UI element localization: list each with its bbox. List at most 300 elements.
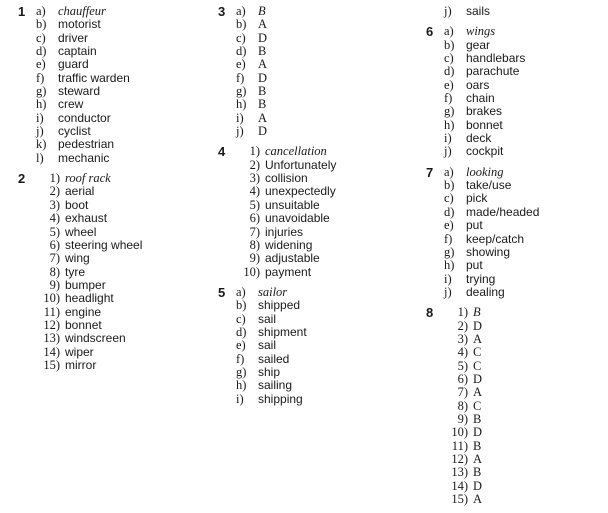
item-answer: trying xyxy=(466,271,496,286)
answer-item xyxy=(40,199,208,212)
answer-item xyxy=(448,466,606,479)
item-label: a) xyxy=(444,24,454,39)
answer-item xyxy=(240,266,418,279)
answer-item xyxy=(444,246,606,259)
item-answer: motorist xyxy=(58,17,101,32)
item-label: a) xyxy=(444,164,454,179)
answer-item xyxy=(236,339,418,352)
answer-item xyxy=(36,45,208,58)
column-2 xyxy=(218,5,418,413)
item-answer: D xyxy=(258,124,268,139)
item-label: c) xyxy=(444,51,454,66)
answer-item xyxy=(236,72,418,85)
item-answer: cancellation xyxy=(265,144,327,159)
exercise-number: 4 xyxy=(218,144,226,160)
item-label: e) xyxy=(236,338,246,353)
item-label: 1) xyxy=(457,305,468,320)
item-answer: showing xyxy=(466,244,511,259)
item-answer: roof rack xyxy=(65,171,111,186)
item-answer: sailor xyxy=(258,284,288,299)
item-answer: sails xyxy=(466,4,491,18)
item-label: 6) xyxy=(49,237,60,252)
item-answer: C xyxy=(473,398,482,413)
item-answer: captain xyxy=(58,44,97,59)
item-label: 12) xyxy=(43,317,60,332)
answer-item xyxy=(40,279,208,292)
item-answer: gear xyxy=(466,37,491,52)
item-answer: D xyxy=(258,70,268,85)
item-label: 9) xyxy=(249,251,260,266)
item-label: 1) xyxy=(249,144,260,159)
item-label: 6) xyxy=(249,211,260,226)
section-3 xyxy=(218,5,418,138)
item-label: b) xyxy=(444,37,455,52)
item-label: c) xyxy=(236,311,246,326)
item-answer: unsuitable xyxy=(265,197,320,212)
item-label: 3) xyxy=(49,197,60,212)
item-label: 2) xyxy=(49,184,60,199)
answer-item xyxy=(240,212,418,225)
item-answer: wheel xyxy=(65,224,97,239)
item-answer: bumper xyxy=(65,277,106,292)
answer-item xyxy=(40,359,208,372)
item-label: h) xyxy=(36,97,47,112)
item-label: j) xyxy=(236,124,244,139)
item-answer: pick xyxy=(466,191,488,206)
section-8 xyxy=(426,306,606,506)
answer-item xyxy=(444,25,606,38)
answer-item xyxy=(36,58,208,71)
item-answer: chauffeur xyxy=(58,4,106,18)
item-answer: sailing xyxy=(258,378,293,393)
item-label: 12) xyxy=(451,452,468,466)
answer-item xyxy=(40,252,208,265)
item-label: 8) xyxy=(249,237,260,252)
item-label: l) xyxy=(36,150,44,165)
item-answer: driver xyxy=(58,30,89,45)
item-answer: Unfortunately xyxy=(265,157,337,172)
answer-item xyxy=(236,353,418,366)
answer-item xyxy=(448,333,606,346)
item-label: i) xyxy=(236,110,244,125)
answer-item xyxy=(448,480,606,493)
item-answer: D xyxy=(473,478,483,493)
answer-item xyxy=(236,85,418,98)
column-1 xyxy=(18,5,208,379)
answer-item xyxy=(240,226,418,239)
item-answer: B xyxy=(258,84,267,99)
answer-item xyxy=(236,98,418,111)
item-answer: cyclist xyxy=(58,124,91,139)
answer-item xyxy=(40,332,208,345)
answer-item xyxy=(444,132,606,145)
item-label: h) xyxy=(444,117,455,132)
item-label: b) xyxy=(236,298,247,313)
item-label: 9) xyxy=(457,411,468,426)
answer-item xyxy=(444,206,606,219)
exercise-number: 8 xyxy=(426,305,434,321)
item-label: 10) xyxy=(451,425,468,440)
answer-item xyxy=(240,199,418,212)
item-label: f) xyxy=(36,70,45,85)
item-answer: sail xyxy=(258,311,277,326)
answer-item xyxy=(36,138,208,151)
item-label: f) xyxy=(444,91,453,106)
item-label: k) xyxy=(36,137,47,152)
answer-item xyxy=(236,18,418,31)
item-answer: wing xyxy=(65,251,90,266)
answer-list xyxy=(36,5,208,165)
item-label: 4) xyxy=(249,184,260,199)
answer-item xyxy=(444,233,606,246)
answer-item xyxy=(444,52,606,65)
item-label: d) xyxy=(444,204,455,219)
item-answer: handlebars xyxy=(466,51,526,66)
item-answer: tyre xyxy=(65,264,86,279)
item-label: e) xyxy=(444,77,454,92)
answer-item xyxy=(448,306,606,319)
answer-item xyxy=(444,192,606,205)
item-answer: sailed xyxy=(258,351,290,366)
item-answer: headlight xyxy=(65,291,114,306)
item-answer: pedestrian xyxy=(58,137,115,152)
item-label: d) xyxy=(236,44,247,59)
answer-item xyxy=(444,5,606,18)
item-answer: B xyxy=(473,411,482,426)
item-label: j) xyxy=(36,124,44,139)
answer-item xyxy=(444,92,606,105)
answer-item xyxy=(448,413,606,426)
item-answer: A xyxy=(473,492,483,507)
item-label: 5) xyxy=(457,358,468,373)
answer-item xyxy=(448,453,606,466)
item-label: 11) xyxy=(451,438,468,453)
exercise-number: 1 xyxy=(18,4,26,19)
item-answer: put xyxy=(466,218,483,233)
answer-item xyxy=(236,366,418,379)
exercise-number: 2 xyxy=(18,171,26,187)
answer-item xyxy=(444,273,606,286)
item-answer: mirror xyxy=(65,357,97,372)
item-answer: B xyxy=(473,305,481,320)
answer-item xyxy=(36,5,208,18)
answer-item xyxy=(236,125,418,138)
item-label: 13) xyxy=(451,465,468,480)
item-label: 4) xyxy=(49,211,60,226)
answer-item xyxy=(40,185,208,198)
item-answer: shipping xyxy=(258,391,303,406)
item-answer: cockpit xyxy=(466,144,504,159)
item-label: g) xyxy=(444,244,455,259)
item-answer: wiper xyxy=(65,344,94,359)
answer-item xyxy=(444,259,606,272)
item-answer: B xyxy=(473,465,482,480)
answer-item xyxy=(236,286,418,299)
item-answer: B xyxy=(258,44,267,59)
item-label: 7) xyxy=(49,251,60,266)
item-answer: deck xyxy=(466,131,492,146)
item-label: 4) xyxy=(457,345,468,360)
item-label: c) xyxy=(236,30,246,45)
answer-item xyxy=(36,152,208,165)
item-answer: A xyxy=(258,57,268,72)
section-5-continued xyxy=(426,5,606,18)
exercise-number: 6 xyxy=(426,24,434,40)
item-answer: B xyxy=(473,438,482,453)
answer-list xyxy=(448,306,606,506)
item-label: a) xyxy=(236,4,246,18)
item-answer: injuries xyxy=(265,224,304,239)
item-answer: put xyxy=(466,258,483,273)
answer-item xyxy=(240,185,418,198)
section-5 xyxy=(218,286,418,406)
item-label: 7) xyxy=(249,224,260,239)
answer-item xyxy=(236,326,418,339)
item-label: h) xyxy=(236,97,247,112)
item-label: 2) xyxy=(457,318,468,333)
answer-item xyxy=(240,145,418,158)
answer-item xyxy=(36,72,208,85)
item-label: d) xyxy=(444,64,455,79)
item-answer: parachute xyxy=(466,64,520,79)
answer-item xyxy=(240,159,418,172)
answer-item xyxy=(448,426,606,439)
item-answer: bonnet xyxy=(466,117,503,132)
column-3 xyxy=(426,5,606,513)
exercise-number: 3 xyxy=(218,4,226,19)
answer-item xyxy=(40,346,208,359)
answer-item xyxy=(444,145,606,158)
item-answer: B xyxy=(258,4,266,18)
item-label: 14) xyxy=(43,344,60,359)
item-label: f) xyxy=(444,231,453,246)
answer-item xyxy=(444,79,606,92)
item-label: 7) xyxy=(457,385,468,400)
answer-item xyxy=(40,212,208,225)
item-answer: bonnet xyxy=(65,317,102,332)
answer-item xyxy=(40,239,208,252)
item-answer: brakes xyxy=(466,104,503,119)
item-answer: C xyxy=(473,358,482,373)
answer-item xyxy=(448,386,606,399)
answer-item xyxy=(40,319,208,332)
answer-item xyxy=(444,166,606,179)
item-label: b) xyxy=(444,178,455,193)
item-answer: steward xyxy=(58,84,101,99)
item-answer: shipment xyxy=(258,324,307,339)
item-answer: unavoidable xyxy=(265,211,330,226)
item-label: f) xyxy=(236,70,245,85)
answer-list xyxy=(40,172,208,372)
item-answer: chain xyxy=(466,91,495,106)
item-answer: oars xyxy=(466,77,490,92)
answer-item xyxy=(448,360,606,373)
answer-item xyxy=(40,226,208,239)
item-answer: widening xyxy=(265,237,313,252)
answer-item xyxy=(448,346,606,359)
answer-item xyxy=(36,125,208,138)
answer-item xyxy=(444,219,606,232)
item-answer: A xyxy=(473,385,483,400)
item-answer: traffic warden xyxy=(58,70,130,85)
answer-item xyxy=(236,112,418,125)
answer-item xyxy=(36,18,208,31)
item-answer: A xyxy=(473,331,483,346)
answer-item xyxy=(444,286,606,299)
answer-list xyxy=(240,145,418,278)
item-label: c) xyxy=(444,191,454,206)
answer-item xyxy=(236,58,418,71)
answer-item xyxy=(36,112,208,125)
answer-item xyxy=(444,179,606,192)
item-answer: D xyxy=(258,30,268,45)
answer-item xyxy=(240,172,418,185)
item-answer: B xyxy=(258,97,267,112)
item-label: d) xyxy=(36,44,47,59)
item-answer: windscreen xyxy=(65,331,126,346)
section-6 xyxy=(426,25,606,158)
item-answer: looking xyxy=(466,164,504,179)
answer-item xyxy=(444,119,606,132)
item-answer: conductor xyxy=(58,110,111,125)
answer-item xyxy=(40,292,208,305)
item-label: 10) xyxy=(43,291,60,306)
answer-item xyxy=(36,85,208,98)
answer-item xyxy=(40,172,208,185)
item-label: e) xyxy=(444,218,454,233)
item-answer: exhaust xyxy=(65,211,108,226)
item-label: i) xyxy=(444,131,452,146)
answer-item xyxy=(240,239,418,252)
section-4 xyxy=(218,145,418,278)
item-label: 9) xyxy=(49,277,60,292)
item-answer: aerial xyxy=(65,184,95,199)
item-label: c) xyxy=(36,30,46,45)
answer-item xyxy=(236,393,418,406)
item-answer: adjustable xyxy=(265,251,320,266)
item-answer: payment xyxy=(265,264,312,279)
item-label: j) xyxy=(444,144,452,159)
item-label: d) xyxy=(236,324,247,339)
item-answer: dealing xyxy=(466,284,505,299)
item-label: 3) xyxy=(249,171,260,186)
answer-list xyxy=(444,25,606,158)
item-answer: A xyxy=(258,17,268,32)
item-label: f) xyxy=(236,351,245,366)
item-answer: shipped xyxy=(258,298,301,313)
section-1 xyxy=(18,5,208,165)
item-answer: engine xyxy=(65,304,102,319)
answer-item xyxy=(236,5,418,18)
answer-item xyxy=(36,32,208,45)
exercise-number: 7 xyxy=(426,164,434,180)
answer-list xyxy=(444,166,606,299)
item-label: b) xyxy=(36,17,47,32)
item-label: 14) xyxy=(451,478,468,493)
item-answer: keep/catch xyxy=(466,231,525,246)
item-label: g) xyxy=(236,84,247,99)
answer-item xyxy=(236,313,418,326)
answer-item xyxy=(240,252,418,265)
section-7 xyxy=(426,166,606,299)
item-label: g) xyxy=(444,104,455,119)
item-label: i) xyxy=(36,110,44,125)
item-answer: made/headed xyxy=(466,204,540,219)
item-label: i) xyxy=(444,271,452,286)
answer-item xyxy=(448,440,606,453)
item-answer: guard xyxy=(58,57,89,72)
item-label: e) xyxy=(236,57,246,72)
item-label: 1) xyxy=(49,171,60,186)
item-label: j) xyxy=(444,284,452,299)
exercise-number: 5 xyxy=(218,284,226,300)
answer-item xyxy=(448,400,606,413)
item-label: 8) xyxy=(49,264,60,279)
item-answer: C xyxy=(473,345,482,360)
answer-list xyxy=(236,5,418,138)
answer-item xyxy=(236,379,418,392)
item-label: 8) xyxy=(457,398,468,413)
answer-item xyxy=(236,45,418,58)
item-label: 15) xyxy=(43,357,60,372)
item-label: j) xyxy=(444,4,452,18)
answer-item xyxy=(444,39,606,52)
item-answer: ship xyxy=(258,364,281,379)
item-answer: D xyxy=(473,318,483,333)
item-label: 6) xyxy=(457,371,468,386)
item-answer: take/use xyxy=(466,178,512,193)
item-label: 2) xyxy=(249,157,260,172)
answer-item xyxy=(236,299,418,312)
item-label: e) xyxy=(36,57,46,72)
item-answer: wings xyxy=(466,24,496,39)
answer-item xyxy=(444,65,606,78)
item-label: h) xyxy=(236,378,247,393)
item-answer: D xyxy=(473,425,483,440)
item-label: a) xyxy=(236,284,246,299)
item-answer: collision xyxy=(265,171,308,186)
answer-list xyxy=(236,286,418,406)
item-answer: unexpectedly xyxy=(265,184,336,199)
item-label: 15) xyxy=(451,492,468,507)
item-label: 3) xyxy=(457,331,468,346)
item-answer: steering wheel xyxy=(65,237,143,252)
item-answer: crew xyxy=(58,97,84,112)
answer-item xyxy=(448,373,606,386)
item-label: g) xyxy=(36,84,47,99)
item-label: a) xyxy=(36,4,46,18)
answer-item xyxy=(444,105,606,118)
item-label: 10) xyxy=(243,264,260,279)
item-answer: sail xyxy=(258,338,277,353)
item-answer: mechanic xyxy=(58,150,110,165)
item-label: 13) xyxy=(43,331,60,346)
item-answer: A xyxy=(258,110,268,125)
item-label: i) xyxy=(236,391,244,406)
item-label: g) xyxy=(236,364,247,379)
section-2 xyxy=(18,172,208,372)
item-label: 5) xyxy=(249,197,260,212)
answer-item xyxy=(40,306,208,319)
item-answer: A xyxy=(473,452,483,466)
item-answer: boot xyxy=(65,197,89,212)
item-answer: D xyxy=(473,371,483,386)
answer-item xyxy=(40,266,208,279)
answer-list xyxy=(444,5,606,18)
answer-item xyxy=(36,98,208,111)
answer-item xyxy=(448,320,606,333)
item-label: b) xyxy=(236,17,247,32)
